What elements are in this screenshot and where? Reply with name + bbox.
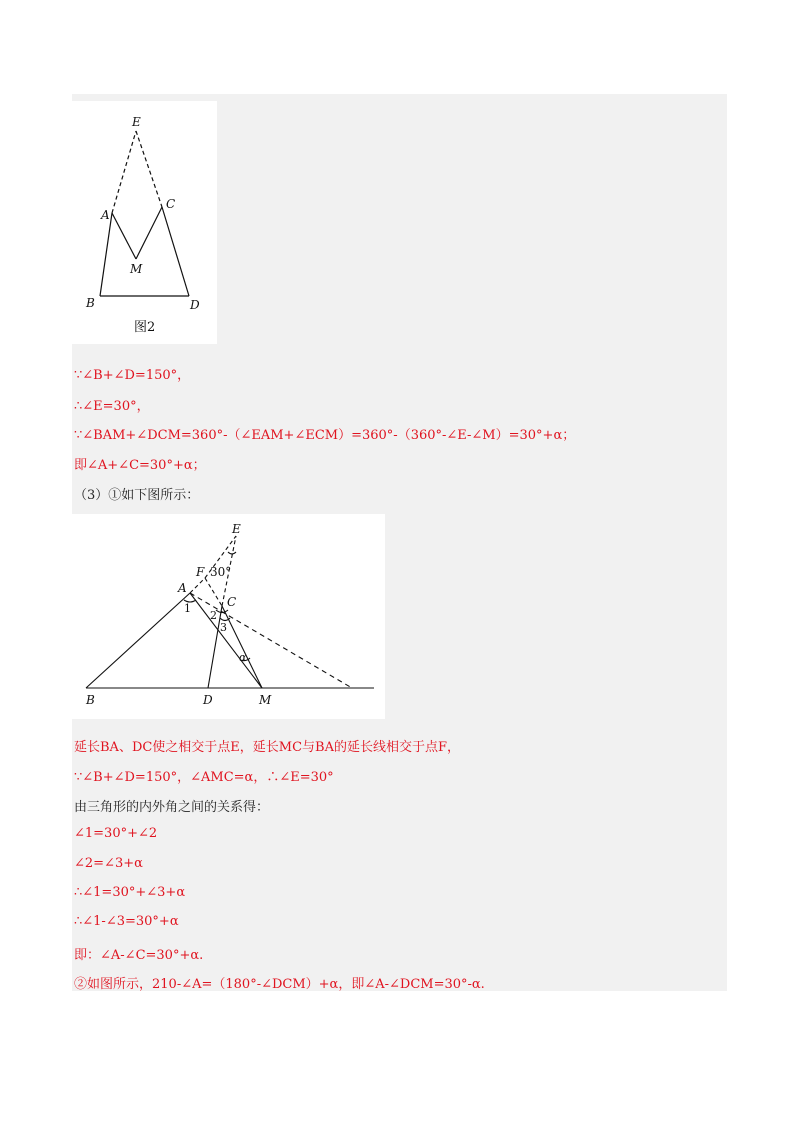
line-am [112,213,136,259]
figure-3-svg [72,514,385,719]
label-b: B [86,693,95,707]
label-e: E [232,522,241,536]
line-mc [136,207,162,259]
label-m: M [259,693,272,707]
text-line-4: 即∠A+∠C=30°+α； [74,458,206,473]
dashed-line-fc [205,578,222,606]
label-alpha: α [239,651,247,664]
label-a: A [101,208,110,222]
label-d: D [203,693,213,707]
dashed-line-ae [112,131,136,213]
text-line-14: ②如图所示，210-∠A=（180°-∠DCM）+α，即∠A-∠DCM=30°-α. [74,977,485,992]
label-f: F [196,565,205,579]
dashed-line-a-ext [190,593,352,688]
label-d: D [190,298,200,312]
line-cm [222,606,262,688]
text-line-11: ∴∠1=30°+∠3+α [74,885,186,900]
figure-caption: 图2 [134,320,156,335]
label-e: E [132,115,141,129]
label-angle-2: 2 [210,609,217,622]
text-line-8: 由三角形的内外角之间的关系得： [74,800,270,815]
label-m: M [130,262,143,276]
figure-2-svg [72,101,217,344]
label-c: C [166,197,176,211]
text-line-7: ∵∠B+∠D=150°，∠AMC=α，∴∠E=30° [74,770,334,785]
text-line-1: ∵∠B+∠D=150°， [74,368,191,383]
figure-3-diagram [72,514,385,719]
label-a: A [178,581,187,595]
line-ba [86,593,190,688]
angle-e-arc [228,552,236,554]
line-ba [100,213,112,296]
text-line-2: ∴∠E=30°， [74,399,150,414]
dashed-line-af [190,578,205,593]
text-line-10: ∠2=∠3+α [74,856,143,871]
label-b: B [86,296,95,310]
label-c: C [227,595,237,609]
figure-2-diagram [72,101,217,344]
text-line-12: ∴∠1-∠3=30°+α [74,914,179,929]
text-line-13: 即：∠A-∠C=30°+α. [74,948,204,963]
label-angle-1: 1 [184,602,191,615]
text-line-3: ∵∠BAM+∠DCM=360°-（∠EAM+∠ECM）=360°-（360°-∠E-∠M）=30°+α； [74,428,576,443]
text-line-5: （3）①如下图所示： [74,488,200,503]
line-cd [162,207,189,296]
label-30-degrees: 30° [210,565,232,579]
text-line-6: 延长BA、DC使之相交于点E，延长MC与BA的延长线相交于点F， [74,740,461,755]
label-angle-3: 3 [220,621,227,634]
text-line-9: ∠1=30°+∠2 [74,826,158,841]
line-am [190,593,262,688]
dashed-line-ec [136,131,162,207]
